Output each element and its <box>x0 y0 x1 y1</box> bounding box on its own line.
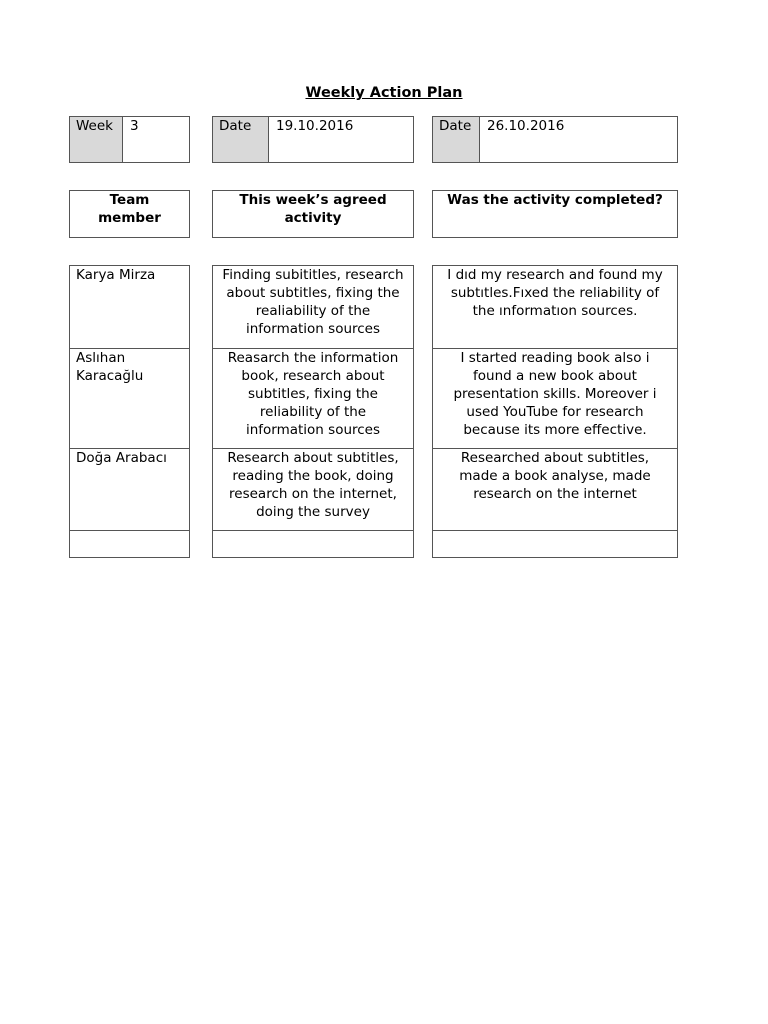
table-row: Doğa Arabacı <box>70 449 189 531</box>
table-row: Research about subtitles, reading the book, doing research on the internet, doing the survey <box>213 449 413 531</box>
week-label: Week <box>70 117 123 162</box>
team-member-column <box>69 265 190 558</box>
due-date-box <box>432 116 678 163</box>
table-row <box>433 531 677 559</box>
agreed-activity-column <box>212 265 414 558</box>
header-agreed-activity: This week’s agreed activity <box>212 190 414 238</box>
table-row: Researched about subtitles, made a book analyse, made research on the internet <box>433 449 677 531</box>
table-row: I dıd my research and found my subtıtles.Fıxed the reliability of the ınformatıon sources. <box>433 266 677 349</box>
week-box <box>69 116 190 163</box>
date-label: Date <box>213 117 269 162</box>
page-title: Weekly Action Plan <box>305 85 463 101</box>
due-date-label: Date <box>433 117 480 162</box>
table-row <box>70 531 189 559</box>
table-row: Aslıhan Karacağlu <box>70 349 189 449</box>
table-row: I started reading book also i found a new book about presentation skills. Moreover i used YouTube for research because its more effective. <box>433 349 677 449</box>
date-value: 19.10.2016 <box>276 118 354 134</box>
header-activity-completed: Was the activity completed? <box>432 190 678 238</box>
due-date-value: 26.10.2016 <box>487 118 565 134</box>
activity-completed-column <box>432 265 678 558</box>
header-team-member: Team member <box>69 190 190 238</box>
table-row: Finding subititles, research about subtitles, fixing the realiability of the information sources <box>213 266 413 349</box>
table-row <box>213 531 413 559</box>
date-box <box>212 116 414 163</box>
week-value: 3 <box>130 118 139 134</box>
table-row: Reasarch the information book, research about subtitles, fixing the reliability of the information sources <box>213 349 413 449</box>
table-row: Karya Mirza <box>70 266 189 349</box>
